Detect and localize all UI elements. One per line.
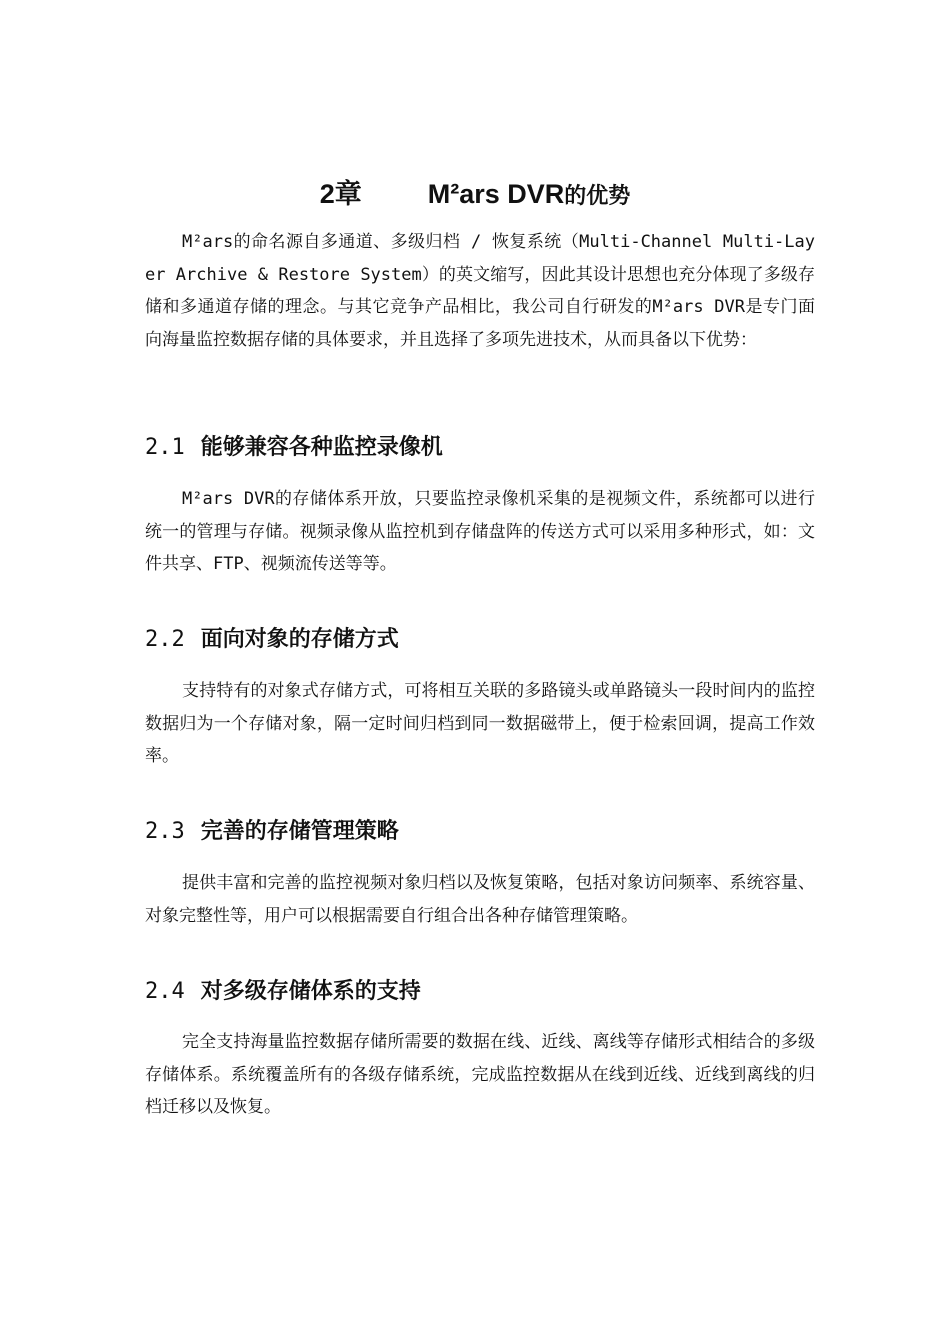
section-number: 2.2	[145, 627, 185, 652]
section-title: 能够兼容各种监控录像机	[200, 435, 443, 460]
section-number: 2.4	[145, 979, 185, 1004]
intro-paragraph: M²ars的命名源自多通道、多级归档 / 恢复系统（Multi-Channel Multi-Layer Archive & Restore System）的英文缩写，因此其设计思想也充分体现了多级存储和多通道存储的理念。与其它竞争产品相比，我公司自行研发的M²ars DVR是专门面向海量监控数据存储的具体要求，并且选择了多项先进技术，从而具备以下优势：	[145, 232, 815, 350]
chapter-title-latin: M²ars DVR	[427, 179, 565, 210]
section-number: 2.1	[145, 435, 185, 460]
section-number: 2.3	[145, 819, 185, 844]
section-title: 面向对象的存储方式	[200, 627, 399, 652]
section-title: 对多级存储体系的支持	[200, 979, 421, 1004]
section-body-2-3: 提供丰富和完善的监控视频对象归档以及恢复策略，包括对象访问频率、系统容量、对象完整性等，用户可以根据需要自行组合出各种存储管理策略。	[145, 873, 815, 926]
chapter-title	[0, 176, 950, 215]
chapter-number: 2章	[319, 179, 362, 210]
section-body-2-4: 完全支持海量监控数据存储所需要的数据在线、近线、离线等存储形式相结合的多级存储体系。系统覆盖所有的各级存储系统，完成监控数据从在线到近线、近线到离线的归档迁移以及恢复。	[145, 1032, 815, 1117]
section-heading-2-3	[145, 816, 399, 848]
chapter-title-zh: 的优势	[564, 184, 631, 210]
section-title: 完善的存储管理策略	[200, 819, 399, 844]
section-heading-2-4	[145, 976, 421, 1008]
section-heading-2-2	[145, 624, 399, 656]
section-body-2-2: 支持特有的对象式存储方式，可将相互关联的多路镜头或单路镜头一段时间内的监控数据归为一个存储对象，隔一定时间归档到同一数据磁带上，便于检索回调，提高工作效率。	[145, 681, 815, 766]
section-body-2-1: M²ars DVR的存储体系开放，只要监控录像机采集的是视频文件，系统都可以进行统一的管理与存储。视频录像从监控机到存储盘阵的传送方式可以采用多种形式，如：文件共享、FTP、视频流传送等等。	[145, 489, 815, 574]
section-heading-2-1	[145, 432, 443, 464]
